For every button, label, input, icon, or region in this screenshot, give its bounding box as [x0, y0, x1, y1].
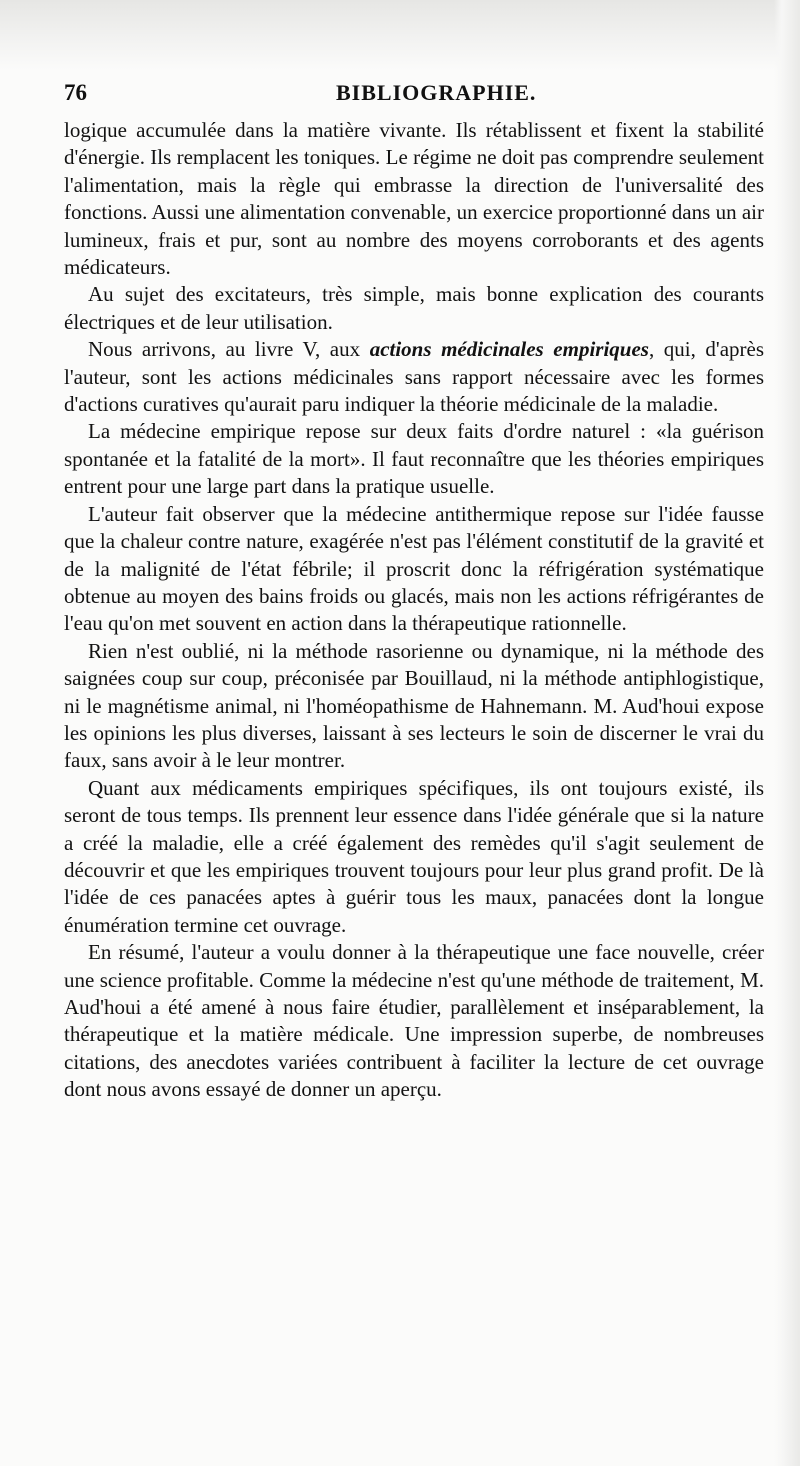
- paragraph-5: L'auteur fait observer que la médecine antithermique repose sur l'idée fausse que la chaleur contre nature, exagérée n'est pas l'élément constitutif de la gravité et de la malignité de l'état fébrile; il proscrit donc la réfrigération systématique obtenue au moyen des bains froids ou glacés, mais non les actions réfrigérantes de l'eau qu'on met souvent en action dans la thérapeutique rationnelle.: [64, 501, 764, 636]
- page-number: 76: [64, 80, 87, 105]
- paragraph-3-start: Nous arrivons, au livre V, aux: [88, 337, 370, 362]
- page-header: [64, 80, 764, 112]
- paragraph-6: Rien n'est oublié, ni la méthode rasorienne ou dynamique, ni la méthode des saignées coup sur coup, préconisée par Bouillaud, ni la méthode antiphlogistique, ni le magnétisme animal, ni l'homéopathisme de Hahnemann. M. Aud'houi expose les opinions les plus diverses, laissant à ses lecteurs le soin de discerner le vrai du faux, sans avoir à le leur montrer.: [64, 638, 764, 773]
- page-top-shadow: [0, 0, 800, 70]
- paragraph-3-end: , qui, d'après l'auteur, sont les actions médicinales sans rapport nécessaire avec les formes d'actions curatives qu'aurait paru indiquer la théorie médicinale de la maladie.: [64, 337, 765, 417]
- page-edge-shadow: [774, 0, 800, 1466]
- italic-term: actions médicinales empiriques: [369, 337, 649, 362]
- running-title: BIBLIOGRAPHIE.: [336, 80, 537, 105]
- paragraph-1: logique accumulée dans la matière vivante. Ils rétablissent et fixent la stabilité d'énergie. Ils remplacent les toniques. Le régime ne doit pas comprendre seulement l'alimentation, mais la règle qui embrasse la direction de l'universalité des fonctions. Aussi une alimentation convenable, un exercice proportionné dans un air lumineux, frais et pur, sont au nombre des moyens corroborants et des agents médicateurs.: [64, 118, 764, 280]
- paragraph-8: En résumé, l'auteur a voulu donner à la thérapeutique une face nouvelle, créer une science profitable. Comme la médecine n'est qu'une méthode de traitement, M. Aud'houi a été amené à nous faire étudier, parallèlement et inséparablement, la thérapeutique et la matière médicale. Une impression superbe, de nombreuses citations, des anecdotes variées contribuent à faciliter la lecture de cet ouvrage dont nous avons essayé de donner un aperçu.: [64, 940, 764, 1102]
- paragraph-7: Quant aux médicaments empiriques spécifiques, ils ont toujours existé, ils seront de tous temps. Ils prennent leur essence dans l'idée générale que si la nature a créé la maladie, elle a créé également des remèdes qu'il s'agit seulement de découvrir et que les empiriques trouvent toujours pour leur plus grand profit. De là l'idée de ces panacées aptes à guérir tous les maux, panacées dont la longue énumération termine cet ouvrage.: [64, 775, 764, 937]
- paragraph-4: La médecine empirique repose sur deux faits d'ordre naturel : «la guérison spontanée et la fatalité de la mort». Il faut reconnaître que les théories empiriques entrent pour une large part dans la pratique usuelle.: [64, 419, 764, 499]
- paragraph-3: [64, 336, 764, 418]
- paragraph-2: Au sujet des excitateurs, très simple, mais bonne explication des courants électriques et de leur utilisation.: [64, 282, 764, 334]
- body-text: [64, 117, 764, 1104]
